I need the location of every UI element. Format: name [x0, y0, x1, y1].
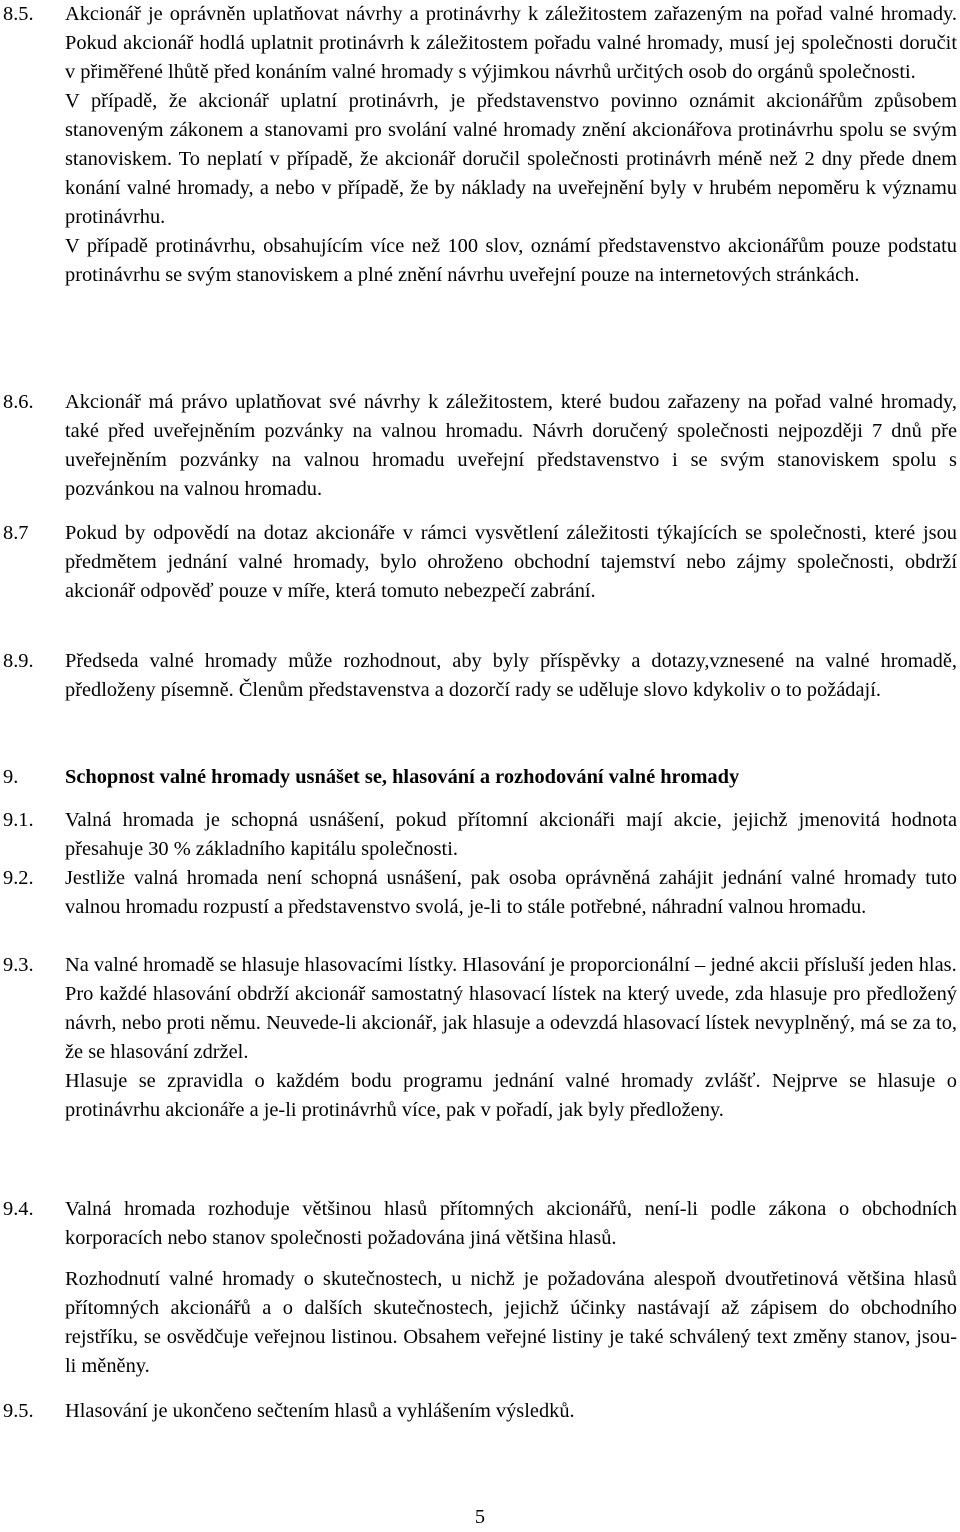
section-8-5 — [3, 0, 958, 290]
section-number: 9. — [3, 766, 19, 788]
paragraph: Hlasování je ukončeno sečtením hlasů a vyhlášením výsledků. — [65, 1400, 575, 1422]
section-8-7 — [3, 519, 958, 606]
section-9-heading — [3, 763, 958, 792]
paragraph: Předseda valné hromady může rozhodnout, aby byly příspěvky a dotazy,vznesené na valné hromadě, předloženy písemně. Členům představenstva a dozorčí rady se uděluje slovo kdykoliv o to požádají. — [65, 650, 957, 701]
section-number: 8.6. — [3, 391, 34, 413]
paragraph: Valná hromada rozhoduje většinou hlasů přítomných akcionářů, není-li podle zákona o obchodních korporacích nebo stanov společnosti požadována jiná většina hlasů. — [65, 1198, 957, 1249]
paragraph: Jestliže valná hromada není schopná usnášení, pak osoba oprávněná zahájit jednání valné hromady tuto valnou hromadu rozpustí a představenstvo svolá, je-li to stále potřebné, náhradní valnou hromadu. — [65, 867, 957, 918]
paragraph: Rozhodnutí valné hromady o skutečnostech, u nichž je požadována alespoň dvoutřetinová většina hlasů přítomných akcionářů a o dalších skutečnostech, jejichž účinky nastávají až zápisem do obchodního rejstříku, se osvědčuje veřejnou listinou. Obsahem veřejné listiny je také schválený text změny stanov, jsou-li měněny. — [65, 1268, 957, 1377]
section-number: 8.7 — [3, 522, 29, 544]
section-9-3 — [3, 951, 958, 1125]
paragraph: V případě protinávrhu, obsahujícím více než 100 slov, oznámí představenstvo akcionářům pouze podstatu protinávrhu se svým stanoviskem a plné znění návrhu uveřejní pouze na internetových stránkách. — [65, 235, 957, 286]
section-heading: Schopnost valné hromady usnášet se, hlasování a rozhodování valné hromady — [65, 766, 740, 788]
section-number: 8.5. — [3, 3, 34, 25]
section-number: 9.2. — [3, 867, 34, 889]
section-9-5 — [3, 1397, 958, 1426]
section-9-2 — [3, 864, 958, 922]
paragraph: Hlasuje se zpravidla o každém bodu programu jednání valné hromady zvlášť. Nejprve se hlasuje o protinávrhu akcionáře a je-li protinávrhů více, pak v pořadí, jak byly předloženy. — [65, 1070, 957, 1121]
paragraph: Pokud by odpovědí na dotaz akcionáře v rámci vysvětlení záležitosti týkajících se společnosti, které jsou předmětem jednání valné hromady, bylo ohroženo obchodní tajemství nebo zájmy společnosti, obdrží akcionář odpověď pouze v míře, která tomuto nebezpečí zabrání. — [65, 522, 957, 602]
section-8-6 — [3, 388, 958, 504]
section-9-1 — [3, 806, 958, 864]
paragraph: V případě, že akcionář uplatní protinávrh, je představenstvo povinno oznámit akcionářům způsobem stanoveným zákonem a stanovami pro svolání valné hromady znění akcionářova protinávrhu spolu se svým stanoviskem. To neplatí v případě, že akcionář doručil společnosti protinávrh méně než 2 dny přede dnem konání valné hromady, a nebo v případě, že by náklady na uveřejnění byly v hrubém nepoměru k významu protinávrhu. — [65, 90, 957, 228]
paragraph: Pro každé hlasování obdrží akcionář samostatný hlasovací lístek na který uvede, zda hlasuje pro předložený návrh, nebo proti němu. Neuvede-li akcionář, jak hlasuje a odevzdá hlasovací lístek nevyplněný, má se za to, že se hlasování zdržel. — [65, 983, 957, 1063]
section-number: 9.1. — [3, 809, 34, 831]
section-number: 9.3. — [3, 954, 34, 976]
section-number: 9.5. — [3, 1400, 34, 1422]
paragraph: Akcionář má právo uplatňovat své návrhy k záležitostem, které budou zařazeny na pořad valné hromady, také před uveřejněním pozvánky na valnou hromadu. Návrh doručený společnosti nejpozději 7 dnů pře uveřejněním pozvánky na valnou hromadu uveřejní představenstvo i se svým stanoviskem spolu s pozvánkou na valnou hromadu. — [65, 391, 957, 500]
paragraph: Valná hromada je schopná usnášení, pokud přítomní akcionáři mají akcie, jejichž jmenovitá hodnota přesahuje 30 % základního kapitálu společnosti. — [65, 809, 957, 860]
page-number: 5 — [474, 1506, 486, 1528]
section-8-9 — [3, 647, 958, 705]
paragraph: Na valné hromadě se hlasuje hlasovacími lístky. Hlasování je proporcionální – jedné akcii přísluší jeden hlas. — [65, 954, 957, 976]
paragraph: Akcionář je oprávněn uplatňovat návrhy a protinávrhy k záležitostem zařazeným na pořad valné hromady. Pokud akcionář hodlá uplatnit protinávrh k záležitostem pořadu valné hromady, musí jej společnosti doručit v přiměřené lhůtě před konáním valné hromady s výjimkou návrhů určitých osob do orgánů společnosti. — [65, 3, 957, 83]
section-number: 8.9. — [3, 650, 34, 672]
section-number: 9.4. — [3, 1198, 34, 1220]
section-9-4 — [3, 1195, 958, 1381]
